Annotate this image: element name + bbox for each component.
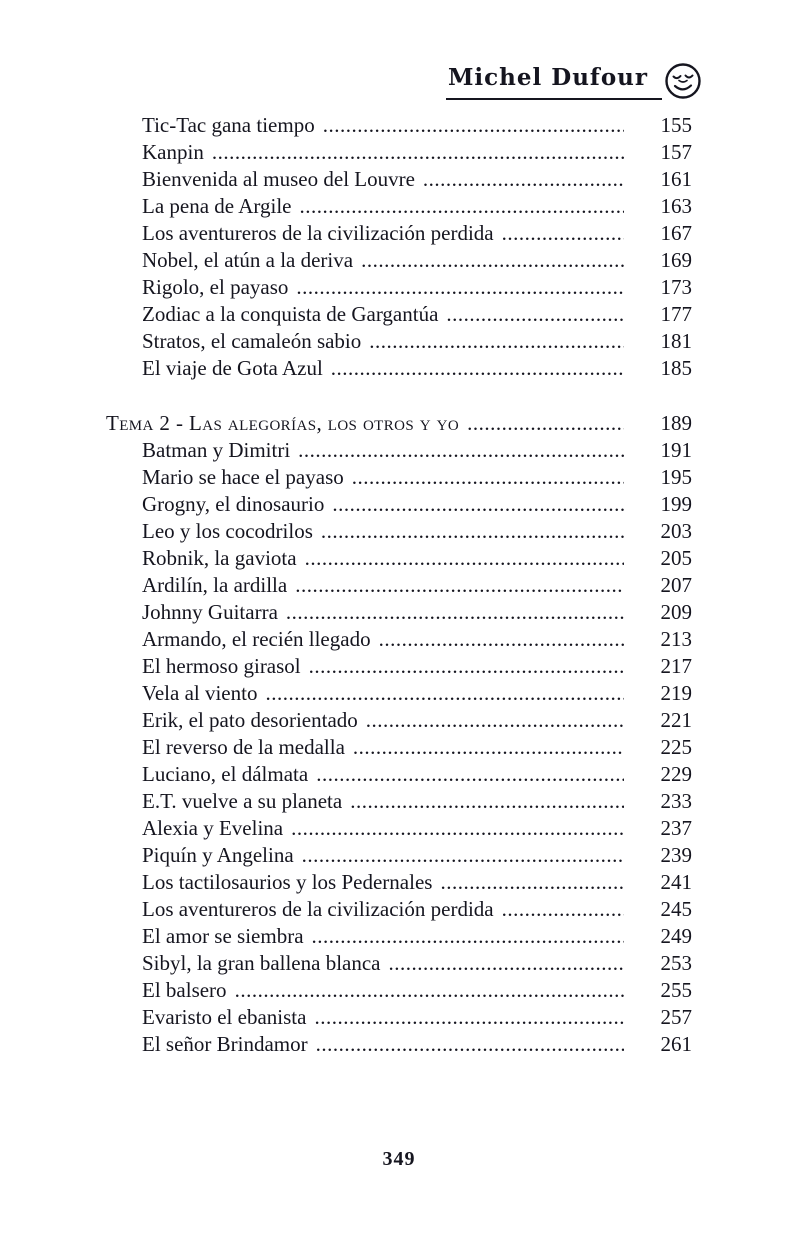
toc-entry-title: Nobel, el atún a la deriva bbox=[142, 248, 354, 272]
toc-entry-title: Stratos, el camaleón sabio bbox=[142, 329, 362, 353]
dot-leader bbox=[316, 761, 624, 788]
toc-page-number: 219 bbox=[660, 681, 692, 705]
dot-leader bbox=[299, 193, 624, 220]
toc-page-number: 207 bbox=[660, 573, 692, 597]
toc-entry-row bbox=[106, 950, 692, 977]
toc-page-number: 257 bbox=[660, 1005, 692, 1029]
toc-page-number: 199 bbox=[660, 492, 692, 516]
toc-entry-row bbox=[106, 274, 692, 301]
toc-entry-title: Johnny Guitarra bbox=[142, 600, 278, 624]
dot-leader bbox=[298, 437, 624, 464]
toc-page-number: 203 bbox=[660, 519, 692, 543]
toc-entry-row bbox=[106, 761, 692, 788]
toc-entry-row bbox=[106, 112, 692, 139]
dot-leader bbox=[314, 1004, 624, 1031]
toc-entry-title: La pena de Argile bbox=[142, 194, 292, 218]
toc-entry-row bbox=[106, 518, 692, 545]
toc-page-number: 185 bbox=[660, 356, 692, 380]
dot-leader bbox=[312, 923, 624, 950]
toc-entry-title: Zodiac a la conquista de Gargantúa bbox=[142, 302, 439, 326]
toc-entry-row bbox=[106, 1031, 692, 1058]
toc-entry-title: Los tactilosaurios y los Pedernales bbox=[142, 870, 433, 894]
dot-leader bbox=[305, 545, 624, 572]
toc-page-number: 253 bbox=[660, 951, 692, 975]
dot-leader bbox=[352, 464, 624, 491]
toc-entry-title: Mario se hace el payaso bbox=[142, 465, 344, 489]
dot-leader bbox=[265, 680, 624, 707]
toc-page-number: 161 bbox=[660, 167, 692, 191]
toc-page-number: 155 bbox=[660, 113, 692, 137]
toc-entry-row bbox=[106, 220, 692, 247]
toc-entry-row bbox=[106, 599, 692, 626]
toc-entry-row bbox=[106, 464, 692, 491]
toc-entry-row bbox=[106, 680, 692, 707]
toc-page-number: 221 bbox=[660, 708, 692, 732]
toc-page-number: 157 bbox=[660, 140, 692, 164]
toc-entry-row bbox=[106, 301, 692, 328]
toc-page-number: 249 bbox=[660, 924, 692, 948]
toc-entry-title: El hermoso girasol bbox=[142, 654, 301, 678]
toc-entry-row bbox=[106, 896, 692, 923]
toc-page-number: 213 bbox=[660, 627, 692, 651]
toc-entry-row bbox=[106, 193, 692, 220]
toc-entry-title: Bienvenida al museo del Louvre bbox=[142, 167, 415, 191]
toc-entry-title: El amor se siembra bbox=[142, 924, 304, 948]
toc-page-number: 255 bbox=[660, 978, 692, 1002]
dot-leader bbox=[291, 815, 624, 842]
toc-entry-row bbox=[106, 626, 692, 653]
toc-entry-title: Sibyl, la gran ballena blanca bbox=[142, 951, 381, 975]
author-name: Michel Dufour bbox=[446, 64, 662, 100]
toc-entry-title: Kanpin bbox=[142, 140, 204, 164]
toc-entry-title: Evaristo el ebanista bbox=[142, 1005, 307, 1029]
toc-entry-row bbox=[106, 977, 692, 1004]
dot-leader bbox=[296, 274, 624, 301]
dot-leader bbox=[286, 599, 624, 626]
toc-entry-title: E.T. vuelve a su planeta bbox=[142, 789, 343, 813]
toc-entry-row bbox=[106, 923, 692, 950]
toc-page-number: 205 bbox=[660, 546, 692, 570]
toc-entry-title: Armando, el recién llegado bbox=[142, 627, 371, 651]
toc-page-number: 209 bbox=[660, 600, 692, 624]
dot-leader bbox=[389, 950, 625, 977]
dot-leader bbox=[446, 301, 624, 328]
dot-leader bbox=[350, 788, 624, 815]
toc-heading-row bbox=[106, 410, 692, 437]
toc-page-number: 229 bbox=[660, 762, 692, 786]
dot-leader bbox=[440, 869, 624, 896]
toc-entry-row bbox=[106, 842, 692, 869]
dot-leader bbox=[309, 653, 624, 680]
toc-page-number: 233 bbox=[660, 789, 692, 813]
toc-page-number: 173 bbox=[660, 275, 692, 299]
toc-entry-row bbox=[106, 545, 692, 572]
toc-entry-title: El viaje de Gota Azul bbox=[142, 356, 323, 380]
toc-entry-row bbox=[106, 1004, 692, 1031]
dot-leader bbox=[366, 707, 624, 734]
toc-entry-title: Grogny, el dinosaurio bbox=[142, 492, 325, 516]
dot-leader bbox=[316, 1031, 624, 1058]
toc-entry-title: Batman y Dimitri bbox=[142, 438, 291, 462]
toc-entry-row bbox=[106, 491, 692, 518]
toc-page-number: 239 bbox=[660, 843, 692, 867]
dot-leader bbox=[502, 220, 624, 247]
dot-leader bbox=[423, 166, 624, 193]
toc-entry-title: Erik, el pato desorientado bbox=[142, 708, 358, 732]
toc-entry-row bbox=[106, 166, 692, 193]
toc-entry-row bbox=[106, 653, 692, 680]
toc-page-number: 261 bbox=[660, 1032, 692, 1056]
toc-entry-row bbox=[106, 869, 692, 896]
toc-entry-title: Rigolo, el payaso bbox=[142, 275, 289, 299]
toc-entry-title: Tic-Tac gana tiempo bbox=[142, 113, 315, 137]
toc-entry-title: El reverso de la medalla bbox=[142, 735, 345, 759]
toc-entry-title: Tema 2 - Las alegorías, los otros y yo bbox=[106, 411, 460, 435]
toc-entry-title: Alexia y Evelina bbox=[142, 816, 284, 840]
toc-entry-row bbox=[106, 815, 692, 842]
toc-entry-row bbox=[106, 572, 692, 599]
toc-entry-title: Ardilín, la ardilla bbox=[142, 573, 288, 597]
running-head bbox=[0, 62, 798, 102]
toc-page-number: 195 bbox=[660, 465, 692, 489]
table-of-contents bbox=[106, 112, 692, 1058]
toc-page-number: 241 bbox=[660, 870, 692, 894]
toc-page-number: 177 bbox=[660, 302, 692, 326]
toc-page-number: 217 bbox=[660, 654, 692, 678]
toc-entry-title: Robnik, la gaviota bbox=[142, 546, 297, 570]
toc-entry-row bbox=[106, 247, 692, 274]
dot-leader bbox=[212, 139, 624, 166]
toc-entry-row bbox=[106, 437, 692, 464]
dot-leader bbox=[323, 112, 624, 139]
toc-section bbox=[106, 112, 692, 382]
toc-entry-row bbox=[106, 139, 692, 166]
toc-entry-title: Luciano, el dálmata bbox=[142, 762, 309, 786]
toc-page-number: 181 bbox=[660, 329, 692, 353]
dot-leader bbox=[302, 842, 624, 869]
smiley-face-icon bbox=[664, 62, 702, 100]
toc-page-number: 191 bbox=[660, 438, 692, 462]
dot-leader bbox=[295, 572, 624, 599]
toc-entry-title: Piquín y Angelina bbox=[142, 843, 294, 867]
dot-leader bbox=[369, 328, 624, 355]
toc-page-number: 169 bbox=[660, 248, 692, 272]
toc-entry-row bbox=[106, 328, 692, 355]
dot-leader bbox=[467, 410, 624, 437]
toc-entry-title: Vela al viento bbox=[142, 681, 258, 705]
toc-page-number: 189 bbox=[660, 411, 692, 435]
toc-page-number: 245 bbox=[660, 897, 692, 921]
toc-page-number: 163 bbox=[660, 194, 692, 218]
toc-section bbox=[106, 410, 692, 1058]
toc-entry-title: Los aventureros de la civilización perdida bbox=[142, 221, 494, 245]
dot-leader bbox=[321, 518, 624, 545]
dot-leader bbox=[379, 626, 624, 653]
page-number: 349 bbox=[382, 1148, 416, 1170]
dot-leader bbox=[235, 977, 624, 1004]
toc-entry-title: Los aventureros de la civilización perdida bbox=[142, 897, 494, 921]
toc-page-number: 167 bbox=[660, 221, 692, 245]
dot-leader bbox=[331, 355, 624, 382]
dot-leader bbox=[361, 247, 624, 274]
dot-leader bbox=[353, 734, 624, 761]
toc-entry-row bbox=[106, 355, 692, 382]
toc-page-number: 237 bbox=[660, 816, 692, 840]
dot-leader bbox=[502, 896, 624, 923]
toc-entry-row bbox=[106, 734, 692, 761]
toc-entry-title: El señor Brindamor bbox=[142, 1032, 308, 1056]
toc-entry-row bbox=[106, 707, 692, 734]
toc-entry-title: Leo y los cocodrilos bbox=[142, 519, 313, 543]
toc-entry-title: El balsero bbox=[142, 978, 227, 1002]
dot-leader bbox=[332, 491, 624, 518]
toc-page-number: 225 bbox=[660, 735, 692, 759]
toc-entry-row bbox=[106, 788, 692, 815]
